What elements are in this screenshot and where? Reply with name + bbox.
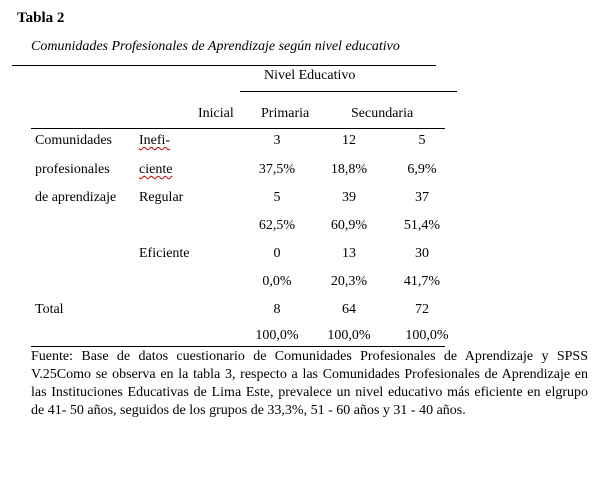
- level-regular: Regular: [139, 190, 184, 205]
- total-pct-inicial: 100,0%: [255, 328, 299, 343]
- column-header-primaria: Primaria: [261, 106, 310, 121]
- header-rule: [31, 128, 445, 129]
- total-count-secundaria: 72: [415, 302, 429, 317]
- table-subtitle: Comunidades Profesionales de Aprendizaje según nivel educativo: [31, 39, 400, 54]
- table-title: Tabla 2: [17, 10, 65, 26]
- group-header: Nivel Educativo: [264, 68, 356, 83]
- ineficiente-pct-secundaria: 6,9%: [407, 162, 437, 177]
- regular-count-primaria: 39: [342, 190, 356, 205]
- top-rule: [12, 65, 436, 66]
- ineficiente-pct-primaria: 18,8%: [330, 162, 368, 177]
- eficiente-pct-primaria: 20,3%: [330, 274, 368, 289]
- regular-count-secundaria: 37: [415, 190, 429, 205]
- level-ineficiente-part1: Inefi-: [139, 133, 171, 148]
- eficiente-pct-inicial: 0,0%: [262, 274, 292, 289]
- eficiente-pct-secundaria: 41,7%: [403, 274, 441, 289]
- column-header-secundaria: Secundaria: [351, 106, 414, 121]
- ineficiente-count-secundaria: 5: [418, 133, 426, 148]
- row-label-line-3: de aprendizaje: [35, 190, 117, 205]
- table-footnote: Fuente: Base de datos cuestionario de Comunidades Profesionales de Aprendizaje y SPSS V.25Como se observa en la tabla 3, respecto a las Comunidades Profesionales de Aprendizaje en las Instituciones Educativas de Lima Este, prevalece un nivel educativo más eficiente en elgrupo de 41- 50 años, seguidos de los grupos de 33,3%, 51 - 60 años y 31 - 40 años.: [31, 349, 588, 418]
- ineficiente-count-inicial: 3: [273, 133, 281, 148]
- group-header-rule: [240, 91, 457, 92]
- eficiente-count-inicial: 0: [273, 246, 281, 261]
- total-label: Total: [35, 302, 64, 317]
- total-pct-primaria: 100,0%: [327, 328, 371, 343]
- regular-count-inicial: 5: [273, 190, 281, 205]
- column-header-inicial: Inicial: [198, 106, 234, 121]
- row-label-line-1: Comunidades: [35, 133, 112, 148]
- level-eficiente: Eficiente: [139, 246, 190, 261]
- row-label-line-2: profesionales: [35, 162, 110, 177]
- ineficiente-pct-inicial: 37,5%: [258, 162, 296, 177]
- regular-pct-secundaria: 51,4%: [403, 218, 441, 233]
- bottom-rule: [31, 346, 445, 347]
- eficiente-count-secundaria: 30: [415, 246, 429, 261]
- eficiente-count-primaria: 13: [342, 246, 356, 261]
- total-count-primaria: 64: [342, 302, 356, 317]
- level-ineficiente-part2: ciente: [139, 162, 173, 177]
- ineficiente-count-primaria: 12: [342, 133, 356, 148]
- total-count-inicial: 8: [273, 302, 281, 317]
- total-pct-secundaria: 100,0%: [405, 328, 449, 343]
- regular-pct-primaria: 60,9%: [330, 218, 368, 233]
- regular-pct-inicial: 62,5%: [258, 218, 296, 233]
